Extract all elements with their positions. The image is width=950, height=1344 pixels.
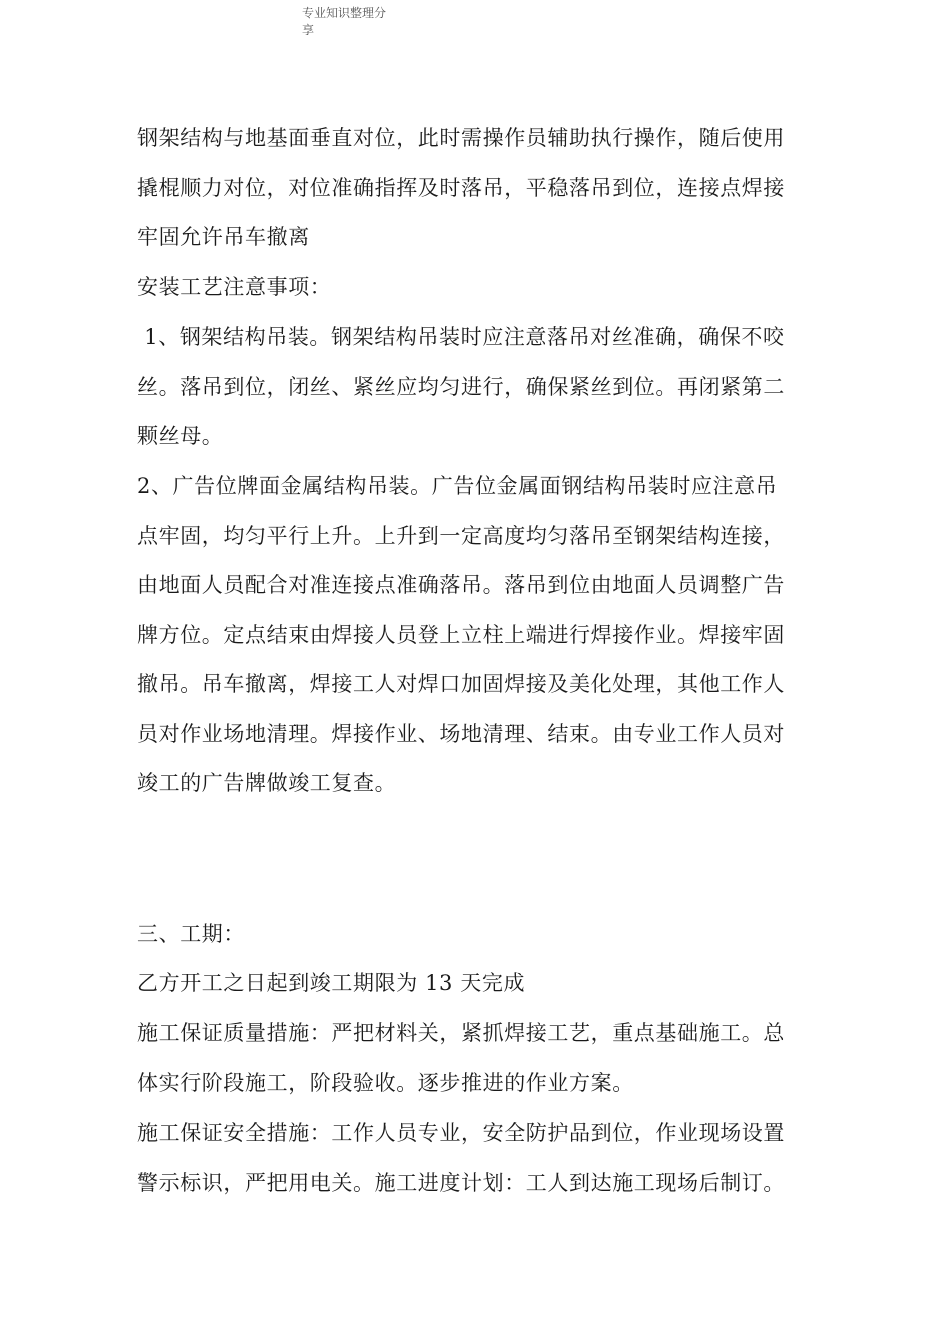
text-line: 施工保证质量措施：严把材料关，紧抓焊接工艺，重点基础施工。总 [137,1021,785,1045]
text-line: 警示标识，严把用电关。施工进度计划：工人到达施工现场后制订。 [137,1170,785,1195]
text-line: 员对作业场地清理。焊接作业、场地清理、结束。由专业工作人员对 [137,721,785,746]
paragraph-quality-measures [137,1009,819,1108]
text-line: 体实行阶段施工，阶段验收。逐步推进的作业方案。 [137,1070,634,1095]
text-line: 撤吊。吊车撤离，焊接工人对焊口加固焊接及美化处理，其他工作人 [137,672,785,696]
text-line: 竣工的广告牌做竣工复查。 [137,771,397,795]
paragraph-billboard-hoisting [137,462,819,809]
header-note-line-1: 专业知识整理分 [302,6,387,20]
text-line: 由地面人员配合对准连接点准确落吊。落吊到位由地面人员调整广告 [137,573,785,597]
text-line: 1、钢架结构吊装。钢架结构吊装时应注意落吊对丝准确，确保不咬 [137,325,785,349]
text-line: 安装工艺注意事项： [137,275,332,299]
text-line: 2、广告位牌面金属结构吊装。广告位金属面钢结构吊装时应注意吊 [137,474,778,498]
text-line: 钢架结构与地基面垂直对位，此时需操作员辅助执行操作，随后使用 [137,126,785,150]
text-line: 颗丝母。 [137,424,224,448]
text-line: 丝。落吊到位，闭丝、紧丝应均匀进行，确保紧丝到位。再闭紧第二 [137,374,785,399]
paragraph-steel-hoisting [137,313,819,462]
paragraph-duration [137,959,819,1009]
text-line: 点牢固，均匀平行上升。上升到一定高度均匀落吊至钢架结构连接， [137,523,785,548]
text-line: 乙方开工之日起到竣工期限为 13 天完成 [137,971,526,995]
header-note [302,5,402,39]
header-note-line-2: 享 [302,23,315,37]
heading-schedule [137,910,819,960]
text-line: 施工保证安全措施：工作人员专业，安全防护品到位，作业现场设置 [137,1121,785,1145]
heading-installation-notes [137,263,819,313]
paragraph-steel-alignment [137,114,819,263]
paragraph-safety-measures [137,1109,819,1208]
text-line: 牢固允许吊车撤离 [137,225,310,249]
text-line: 三、工期： [137,922,245,946]
text-line: 牌方位。定点结束由焊接人员登上立柱上端进行焊接作业。焊接牢固 [137,622,785,647]
text-line: 撬棍顺力对位，对位准确指挥及时落吊，平稳落吊到位，连接点焊接 [137,175,785,200]
